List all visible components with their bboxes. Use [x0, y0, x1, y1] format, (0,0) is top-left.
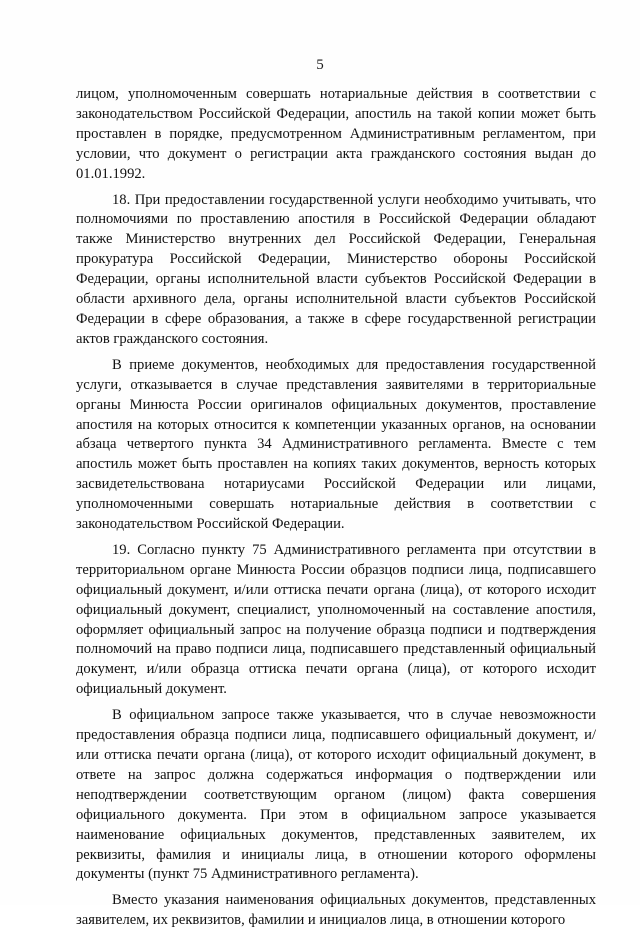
paragraph-item-19: 19. Согласно пункту 75 Административного регламента при отсутствии в территориальном органе Минюста России образцов подписи лица, подписавшего официальный документ, и/или оттиска печати органа (лица), от которого исходит официальный документ, специалист, уполномоченный на составление апостиля, оформляет официальный запрос на получение образца подписи и подтверждения полномочий на право подписи лица, подписавшего представленный официальный документ, и/или образца оттиска печати органа (лица), от которого исходит официальный документ. [76, 541, 596, 698]
paragraph-continuation: лицом, уполномоченным совершать нотариальные действия в соответствии с законодательством Российской Федерации, апостиль на такой копии может быть проставлен в порядке, предусмотренном Административным регламентом, при условии, что документ о регистрации акта гражданского состояния выдан до 01.01.1992. [76, 86, 596, 182]
paragraph-item-18: 18. При предоставлении государственной услуги необходимо учитывать, что полномочиями по проставлению апостиля в Российской Федерации обладают также Министерство внутренних дел Российской Федерации, Генеральная прокуратура Российской Федерации, Министерство обороны Российской Федерации, органы исполнительной власти субъектов Российской Федерации в области архивного дела, органы исполнительной власти субъектов Российской Федерации в сфере образования, а также в сфере государственной регистрации актов гражданского состояния. [76, 191, 596, 347]
paragraph-official-request: В официальном запросе также указывается, что в случае невозможности предоставления образца подписи лица, подписавшего официальный документ, и/или оттиска печати органа (лица), от которого исходит официальный документ, в ответе на запрос должна содержаться информация о подтверждении или неподтверждении соответствующим органом (лицом) факта совершения официального документа. При этом в официальном запросе указывается наименование официальных документов, представленных заявителем, их реквизиты, фамилия и инициалы лица, в отношении которого оформлены документы (пункт 75 Административного регламента). [76, 707, 596, 883]
paragraph-instead-of-listing: Вместо указания наименования официальных документов, представленных заявителем, их реквизитов, фамилии и инициалов лица, в отношении которого [76, 892, 596, 929]
document-body [76, 85, 596, 931]
paragraph-refusal-grounds: В приеме документов, необходимых для предоставления государственной услуги, отказывается в случае представления заявителями в территориальные органы Минюста России оригиналов официальных документов, проставление апостиля на которых относится к компетенции указанных органов, на основании абзаца четвертого пункта 34 Административного регламента. Вместе с тем апостиль может быть проставлен на копиях таких документов, верность которых засвидетельствована нотариусами Российской Федерации или лицами, уполномоченными совершать нотариальные действия в соответствии с законодательством Российской Федерации. [76, 356, 596, 533]
page-number: 5 [316, 57, 324, 73]
